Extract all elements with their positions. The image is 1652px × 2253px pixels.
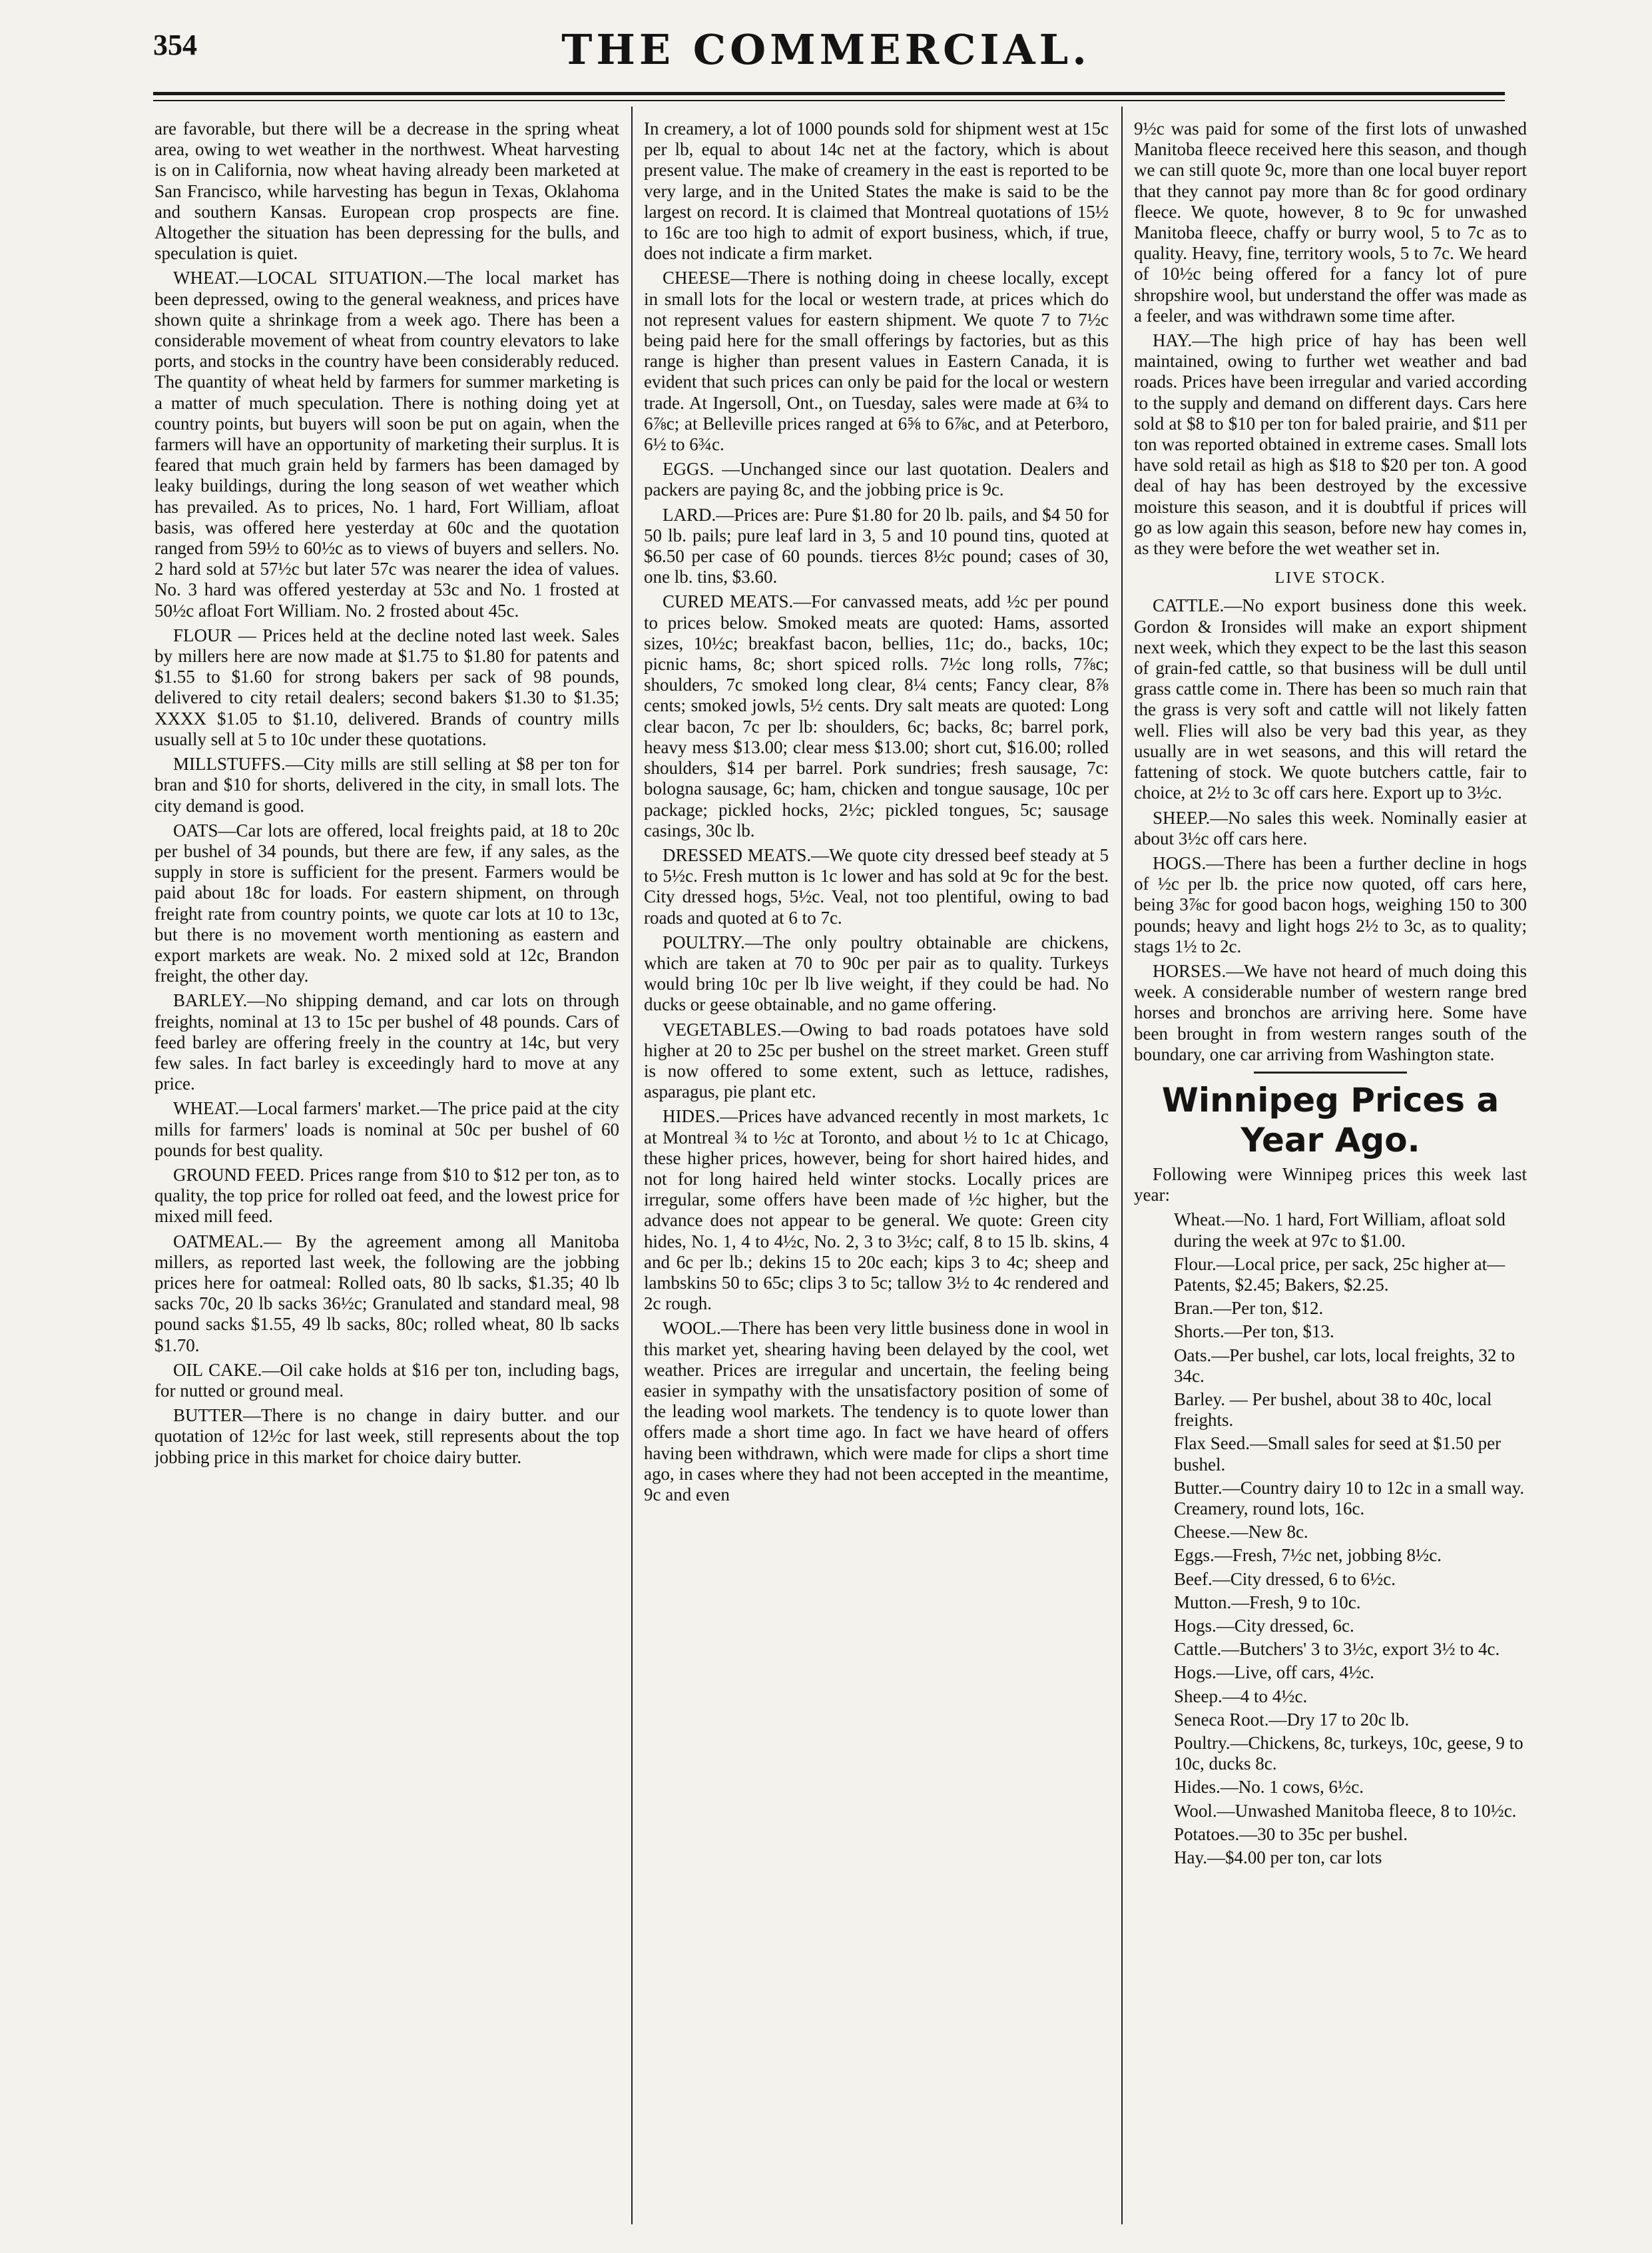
- paragraph-hogs: HOGS.—There has been a further decline in hogs of ½c per lb. the price now quoted, off cars here, being 3⅞c for good bacon hogs, weighing 150 to 300 pounds; heavy and light hogs 2½ to 3c, as to quality; stags 1½ to 2c.: [1134, 852, 1527, 956]
- page-number: 354: [153, 29, 197, 61]
- price-item: Hides.—No. 1 cows, 6½c.: [1174, 1777, 1364, 1797]
- price-item: Barley. — Per bushel, about 38 to 40c, local freights.: [1174, 1389, 1492, 1431]
- paragraph-wool-cont: 9½c was paid for some of the first lots of unwashed Manitoba fleece received here this season, and though we can still quote 9c, more than one local buyer report that they cannot pay more than 8c for good ordinary fleece. We quote, however, 8 to 9c for unwashed Manitoba fleece, chaffy or burry wool, 5 to 7c as to quality. Heavy, fine, territory wools, 5 to 7c. We heard of 10½c being offered for a fancy lot of pure shropshire wool, but understand the offer was made as a feeler, and was withdrawn some time after.: [1134, 119, 1527, 326]
- paragraph-hay: HAY.—The high price of hay has been well maintained, owing to further wet weather and bad roads. Prices have been irregular and varied according to the supply and demand on different days. Cars here sold at $8 to $10 per ton for baled prairie, and $11 per ton was reported obtained in extreme cases. Small lots have sold retail as high as $18 to $20 per ton. A good deal of hay has been destroyed by the excessive moisture this season, and it is doubtful if prices will go as low again this season, before new hay comes in, as they were before the wet weather set in.: [1134, 330, 1527, 559]
- paragraph-barley: BARLEY.—No shipping demand, and car lots on through freights, nominal at 13 to 15c per bushel of 48 pounds. Cars of feed barley are offering freely in the country at 14c, but very few sales. In fact barley is exceedingly hard to move at any price.: [154, 990, 619, 1094]
- price-item: Cattle.—Butchers' 3 to 3½c, export 3½ to 4c.: [1174, 1639, 1500, 1660]
- paragraph-cheese: CHEESE—There is nothing doing in cheese locally, except in small lots for the local or western trade, at prices which do not represent values for eastern shipment. We quote 7 to 7½c being paid here for the small offerings by factories, but as this range is higher than present values in Eastern Canada, it is evident that such prices can only be paid for the local or western trade. At Ingersoll, Ont., on Tuesday, sales were made at 6¾ to 6⅞c; at Belleville prices ranged at 6⅝ to 6⅞c, and at Peterboro, 6½ to 6¾c.: [644, 268, 1109, 455]
- price-item: Poultry.—Chickens, 8c, turkeys, 10c, geese, 9 to 10c, ducks 8c.: [1174, 1733, 1523, 1774]
- price-item: Hogs.—Live, off cars, 4½c.: [1174, 1662, 1374, 1683]
- header-rule: [153, 92, 1505, 95]
- price-item: Potatoes.—30 to 35c per bushel.: [1174, 1823, 1408, 1844]
- section-heading-live-stock: LIVE STOCK.: [1274, 569, 1386, 587]
- column-1: [154, 119, 619, 2210]
- masthead-title: THE COMMERCIAL.: [561, 25, 1091, 74]
- price-item: Shorts.—Per ton, $13.: [1174, 1321, 1334, 1342]
- price-item: Flax Seed.—Small sales for seed at $1.50 per bushel.: [1174, 1433, 1502, 1474]
- paragraph-oats: OATS—Car lots are offered, local freights paid, at 18 to 20c per bushel of 34 pounds, but there are few, if any sales, as the supply in store is sufficient for the present. Farmers would be paid about 18c for loads. For eastern shipment, on through freight rate from country points, we quote car lots at 10 to 13c, but there is no movement worth mentioning as eastern and export markets are weak. No. 2 mixed sold at 12c, Brandon freight, the other day.: [154, 820, 619, 986]
- paragraph-wool: WOOL.—There has been very little business done in wool in this market yet, shearing having been delayed by the cool, wet weather. Prices are irregular and uncertain, the feeling being easier in sympathy with the unsatisfactory position of some of the leading wool markets. The tendency is to quote lower than offers made a short time ago. In fact we have heard of offers having been withdrawn, which were made for clips a short time ago, in cases where they had not been accepted in the meantime, 9c and even: [644, 1318, 1109, 1504]
- price-item: Wheat.—No. 1 hard, Fort William, afloat sold during the week at 97c to $1.00.: [1174, 1209, 1506, 1251]
- header-rule-thin: [153, 100, 1505, 101]
- paragraph-hides: HIDES.—Prices have advanced recently in most markets, 1c at Montreal ¾ to ½c at Toronto, and about ½ to 1c at Chicago, these higher prices, however, being for short haired hides, and not for long haired held winter stocks. Locally prices are irregular, some offers have been made of ½c higher, but the advance does not appear to be general. We quote: Green city hides, No. 1, 4 to 4½c, No. 2, 3 to 3½c; calf, 8 to 15 lb. skins, 4 and 6c per lb.; dekins 15 to 20c each; kips 3 to 4c; sheep and lambskins 50 to 65c; clips 3 to 5c; tallow 3½ to 4c rendered and 2c rough.: [644, 1106, 1109, 1314]
- paragraph-cured-meats: CURED MEATS.—For canvassed meats, add ½c per pound to prices below. Smoked meats are quoted: Hams, assorted sizes, 10½c; breakfast bacon, bellies, 11c; do., backs, 10c; picnic hams, 8c; short spiced rolls. 7½c long rolls, 7⅞c; shoulders, 7c smoked long clear, 8¼ cents; Fancy clear, 8⅞ cents; smoked jowls, 5½ cents. Dry salt meats are quoted: Long clear bacon, 7c per lb: shoulders, 6c; backs, 8c; barrel pork, heavy mess $13.00; clear mess $13.00; short cut, $16.00; rolled shoulders, $14 per barrel. Pork sundries; fresh sausage, 7c: bologna sausage, 6c; ham, chicken and tongue sausage, 10c per package; pickled hocks, 2½c; pickled tongues, 5c; sausage casings, 30c lb.: [644, 591, 1109, 840]
- paragraph-wheat-local: WHEAT.—LOCAL SITUATION.—The local market has been depressed, owing to the general weakness, and prices have shown quite a shrinkage from a week ago. There has been a considerable movement of wheat from country elevators to lake ports, and stocks in the country have been considerably reduced. The quantity of wheat held by farmers for summer marketing is a matter of much speculation. There is nothing doing yet at country points, but buyers will soon be put on again, when the farmers will have an opportunity of marketing their surplus. It is feared that much grain held by farmers has been damaged by leaky buildings, during the long season of wet weather which has prevailed. As to prices, No. 1 hard, Fort William, afloat basis, was offered here yesterday at 60c and the quotation ranged from 59½ to 60½c as to views of buyers and sellers. No. 2 hard sold at 57½c but later 57c was nearer the idea of values. No. 3 hard was offered yesterday at 53c and No. 1 frosted at 50½c afloat Fort William. No. 2 frosted about 45c.: [154, 268, 619, 621]
- price-item: Hogs.—City dressed, 6c.: [1174, 1616, 1354, 1636]
- paragraph-millstuffs: MILLSTUFFS.—City mills are still selling at $8 per ton for bran and $10 for shorts, delivered in the city, in small lots. The city demand is good.: [154, 754, 619, 816]
- paragraph-poultry: POULTRY.—The only poultry obtainable are chickens, which are taken at 70 to 90c per pair as to quality. Turkeys would bring 10c per lb live weight, if they could be had. No ducks or geese obtainable, and no game offering.: [644, 932, 1109, 1015]
- paragraph-wheat-farmers: WHEAT.—Local farmers' market.—The price paid at the city mills for farmers' loads is nominal at 50c per bushel of 60 pounds for best quality.: [154, 1098, 619, 1160]
- price-item: Sheep.—4 to 4½c.: [1174, 1686, 1308, 1706]
- paragraph-oatmeal: OATMEAL.— By the agreement among all Manitoba millers, as reported last week, the following are the jobbing prices here for oatmeal: Rolled oats, 80 lb sacks, $1.35; 40 lb sacks 70c, 20 lb sacks 36½c; Granulated and standard meal, 98 pound sacks $1.55, 49 lb sacks, 80c; rolled wheat, 80 lb sacks $1.70.: [154, 1231, 619, 1355]
- price-item: Oats.—Per bushel, car lots, local freights, 32 to 34c.: [1174, 1345, 1515, 1386]
- price-item: Mutton.—Fresh, 9 to 10c.: [1174, 1592, 1361, 1612]
- paragraph-cattle: CATTLE.—No export business done this week. Gordon & Ironsides will make an export shipment next week, which they expect to be the last this season of grain-fed cattle, so that business will be dull until grass cattle come in. There has been so much rain that the grass is very soft and cattle will not likely fatten well. Flies will also be very bad this year, as they usually are in wet seasons, and this will retard the fattening of stock. We quote butchers cattle, fair to choice, at 2½ to 3c off cars here. Export up to 3½c.: [1134, 595, 1527, 803]
- price-item: Hay.—$4.00 per ton, car lots: [1174, 1847, 1382, 1868]
- paragraph-lard: LARD.—Prices are: Pure $1.80 for 20 lb. pails, and $4 50 for 50 lb. pails; pure leaf lard in 3, 5 and 10 pound tins, quoted at $6.50 per case of 60 pounds. tierces 8½c pound; cases of 30, one lb. tins, $3.60.: [644, 504, 1109, 587]
- paragraph-creamery: In creamery, a lot of 1000 pounds sold for shipment west at 15c per lb, equal to about 14c net at the factory, which is about present value. The make of creamery in the east is reported to be very large, and in the United States the make is said to be the largest on record. It is claimed that Montreal quotations of 15½ to 16c are too high to admit of export business, which, if true, does not indicate a firm market.: [644, 119, 1109, 264]
- paragraph-dressed-meats: DRESSED MEATS.—We quote city dressed beef steady at 5 to 5½c. Fresh mutton is 1c lower and has sold at 9c for the best. City dressed hogs, 5½c. Veal, not too plentiful, owing to bad roads and quoted at 6 to 7c.: [644, 844, 1109, 928]
- paragraph-eggs: EGGS. —Unchanged since our last quotation. Dealers and packers are paying 8c, and the jobbing price is 9c.: [644, 459, 1109, 500]
- price-item: Butter.—Country dairy 10 to 12c in a small way. Creamery, round lots, 16c.: [1174, 1477, 1525, 1518]
- column-divider: [1121, 107, 1123, 2224]
- price-item: Eggs.—Fresh, 7½c net, jobbing 8½c.: [1174, 1545, 1442, 1566]
- price-item: Bran.—Per ton, $12.: [1174, 1298, 1324, 1319]
- paragraph-flour: FLOUR — Prices held at the decline noted last week. Sales by millers here are now made at $1.75 to $1.80 for patents and $1.55 to $1.60 for strong bakers per sack of 98 pounds, delivered to city retail dealers; second bakers $1.30 to $1.35; XXXX $1.05 to $1.10, delivered. Brands of country mills usually sell at 5 to 10c under these quotations.: [154, 625, 619, 749]
- price-item: Wool.—Unwashed Manitoba fleece, 8 to 10½c.: [1174, 1800, 1517, 1821]
- section-heading-prices: Winnipeg Prices a Year Ago.: [1161, 1080, 1500, 1159]
- paragraph-butter: BUTTER—There is no change in dairy butter. and our quotation of 12½c for last week, still represents about the top jobbing price in this market for choice dairy butter.: [154, 1405, 619, 1467]
- price-item: Flour.—Local price, per sack, 25c higher at—Patents, $2.45; Bakers, $2.25.: [1174, 1253, 1506, 1295]
- paragraph-sheep: SHEEP.—No sales this week. Nominally easier at about 3½c off cars here.: [1134, 807, 1527, 848]
- price-item: Cheese.—New 8c.: [1174, 1522, 1308, 1542]
- price-item: Beef.—City dressed, 6 to 6½c.: [1174, 1568, 1396, 1589]
- paragraph-vegetables: VEGETABLES.—Owing to bad roads potatoes have sold higher at 20 to 25c per bushel on the street market. Green stuff is now offered to some extent, such as lettuce, radishes, asparagus, pie plant etc.: [644, 1019, 1109, 1102]
- column-3: [1134, 119, 1527, 2210]
- paragraph-oil-cake: OIL CAKE.—Oil cake holds at $16 per ton, including bags, for nutted or ground meal.: [154, 1359, 619, 1401]
- paragraph-horses: HORSES.—We have not heard of much doing this week. A considerable number of western range bred horses and bronchos are arriving here. Some have been brought in from western ranges south of the boundary, one car arriving from Washington state.: [1134, 960, 1527, 1064]
- paragraph: are favorable, but there will be a decrease in the spring wheat area, owing to wet weather in the northwest. Wheat harvesting is on in California, now wheat having already been marketed at San Francisco, while harvesting has begun in Texas, Oklahoma and southern Kansas. European crop prospects are fine. Altogether the situation has been depressing for the bulls, and speculation is quiet.: [154, 119, 619, 264]
- column-2: [644, 119, 1109, 2210]
- column-divider: [631, 107, 633, 2224]
- section-divider: [1254, 1072, 1407, 1074]
- price-item: Seneca Root.—Dry 17 to 20c lb.: [1174, 1709, 1410, 1730]
- paragraph-ground-feed: GROUND FEED. Prices range from $10 to $12 per ton, as to quality, the top price for rolled oat feed, and the lowest price for mixed mill feed.: [154, 1164, 619, 1227]
- prices-intro: Following were Winnipeg prices this week last year:: [1134, 1163, 1527, 1205]
